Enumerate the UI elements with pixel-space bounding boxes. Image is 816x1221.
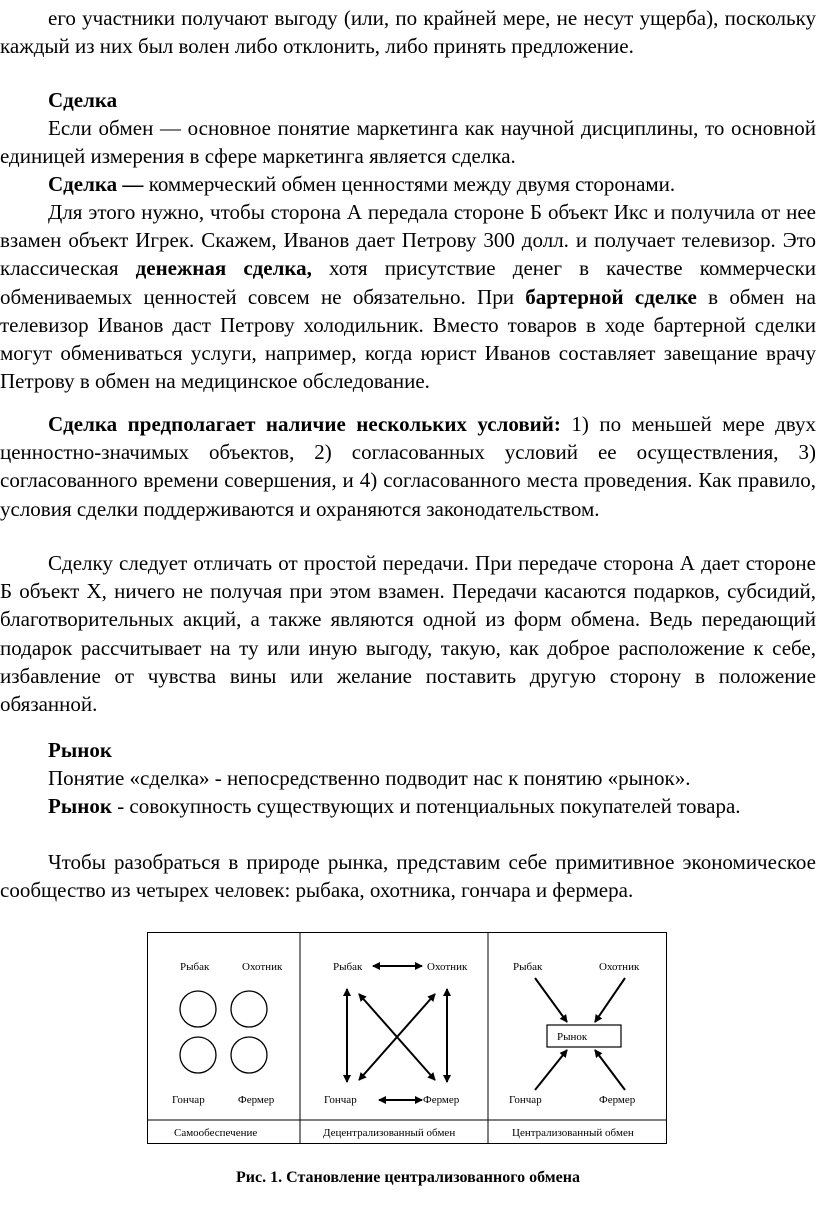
paragraph-intro: его участники получают выгоду (или, по крайней мере, не несут ущерба), поскольку каждый из них был волен либо отклонить, либо принять предложение. — [0, 6, 816, 59]
arrow-potter-market — [535, 1050, 567, 1090]
arrow-farmer-market — [595, 1050, 625, 1090]
arrow-fisher-market — [535, 978, 567, 1022]
label-farmer: Фермер — [423, 1094, 460, 1106]
heading-market: Рынок — [48, 738, 112, 762]
arrow-hunter-market — [595, 978, 625, 1022]
label-fisher: Рыбак — [180, 961, 210, 973]
label-hunter: Охотник — [427, 961, 468, 973]
exchange-diagram — [147, 932, 667, 1144]
person-circle — [231, 991, 267, 1027]
figure-caption: Рис. 1. Становление централизованного обмена — [236, 1169, 580, 1186]
footer-centralized: Централизованный обмен — [512, 1127, 634, 1139]
person-circle — [180, 991, 216, 1027]
label-market: Рынок — [557, 1031, 588, 1043]
label-potter: Гончар — [509, 1094, 542, 1106]
label-hunter: Охотник — [599, 961, 640, 973]
label-farmer: Фермер — [238, 1094, 275, 1106]
paragraph-market-example: Чтобы разобраться в природе рынка, представим себе примитивное экономическое сообщество из четырех человек: рыбака, охотника, гончара и фермера. — [0, 850, 816, 903]
paragraph-deal-definition: Сделка ― коммерческий обмен ценностями между двумя сторонами. — [48, 172, 676, 196]
label-fisher: Рыбак — [333, 961, 363, 973]
person-circle — [180, 1037, 216, 1073]
paragraph-deal-conditions: Сделка предполагает наличие нескольких условий: 1) по меньшей мере двух ценностно-значимых объектов, 2) согласованных условий ее осуществления, 3) согласованного времени совершения, и 4) согласованного места проведения. Как правило, условия сделки поддерживаются и охраняются законодательством. — [0, 412, 816, 521]
label-fisher: Рыбак — [513, 961, 543, 973]
panel-decentralized — [323, 961, 468, 1139]
paragraph-deal-definition-intro: Если обмен ― основное понятие маркетинга как научной дисциплины, то основной единицей измерения в сфере маркетинга является сделка. — [0, 116, 816, 169]
paragraph-transfer: Сделку следует отличать от простой передачи. При передаче сторона А дает стороне Б объект X, ничего не получая при этом взамен. Передачи касаются подарков, субсидий, благотворительных акций, а также являются одной из форм обмена. Ведь передающий подарок рассчитывает на ту или иную выгоду, такую, как доброе расположение к себе, избавление от чувства вины или желание поставить другую сторону в положение обязанной. — [0, 551, 816, 717]
label-farmer: Фермер — [599, 1094, 636, 1106]
label-potter: Гончар — [172, 1094, 205, 1106]
heading-deal: Сделка — [48, 88, 118, 112]
footer-self-sufficiency: Самообеспечение — [174, 1127, 258, 1139]
label-hunter: Охотник — [242, 961, 283, 973]
person-circle — [231, 1037, 267, 1073]
panel-self-sufficiency — [172, 961, 283, 1139]
footer-decentralized: Децентрализованный обмен — [323, 1127, 456, 1139]
paragraph-deal-example: Для этого нужно, чтобы сторона А передала стороне Б объект Икс и получила от нее взамен объект Игрек. Скажем, Иванов дает Петрову 300 долл. и получает телевизор. Это классическая денежная сделка, хотя присутствие денег в качестве коммерчески обмениваемых ценностей совсем не обязательно. При бартерной сделке в обмен на телевизор Иванов даст Петрову холодильник. Вместо товаров в ходе бартерной сделки могут обмениваться услуги, например, когда юрист Иванов составляет завещание врачу Петрову в обмен на медицинское обследование. — [0, 200, 816, 394]
paragraph-market-definition: Рынок - совокупность существующих и потенциальных покупателей товара. — [48, 794, 741, 818]
paragraph-market-intro: Понятие «сделка» - непосредственно подводит нас к понятию «рынок». — [48, 766, 691, 790]
panel-centralized — [509, 961, 640, 1139]
label-potter: Гончар — [324, 1094, 357, 1106]
